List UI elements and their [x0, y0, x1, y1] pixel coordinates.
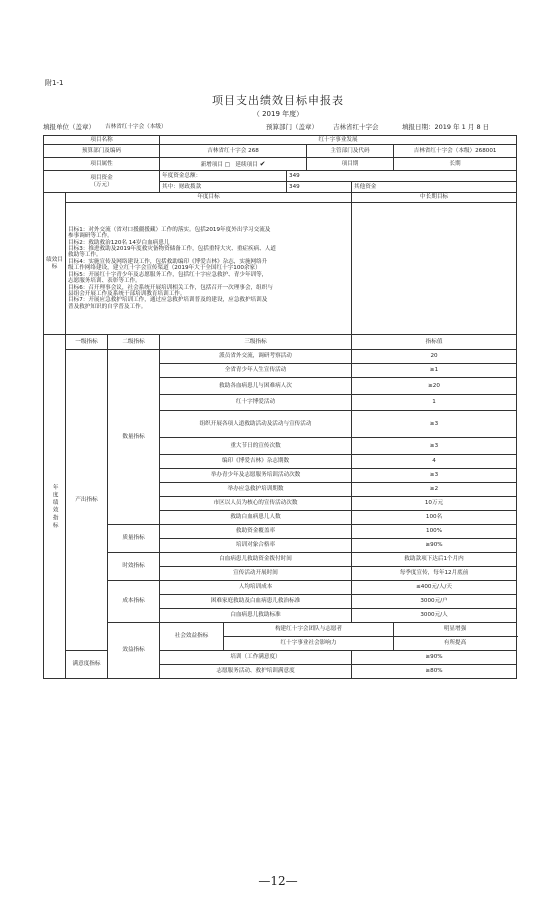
- indicator-value: ≥3: [352, 411, 517, 438]
- period-value: 长期: [394, 158, 517, 171]
- output-indicator-label: 产出指标: [66, 350, 108, 651]
- indicator-value: 明显增强: [394, 623, 517, 637]
- indicator-name: 宣传活动开展时间: [160, 567, 352, 581]
- project-name: 红十字事业发展: [160, 136, 517, 145]
- indicator-value: ≥90%: [352, 539, 517, 553]
- goal-line: 级工作网络建设，建立红十字会宣传渠道（2019年大于全国红十字100余家）: [68, 265, 261, 272]
- indicator-value: ≥2: [352, 483, 517, 497]
- page-number: —12—: [258, 874, 298, 888]
- funds-label: [44, 171, 160, 193]
- goal-line: 目标2：救助救治120名 14岁白血病患儿: [68, 239, 170, 246]
- indicator-name: 救助各血病患儿与困难病人次: [160, 378, 352, 395]
- indicator-name: 人均培训成本: [160, 581, 352, 595]
- unit-label: 填报单位（盖章）: [43, 123, 95, 131]
- indicator-name: 红十字博爱活动: [160, 395, 352, 411]
- dept-label: 预算部门（盖章）: [266, 123, 318, 131]
- check-icon: ✔: [259, 159, 266, 168]
- indicator-value: 100名: [352, 511, 517, 525]
- cost-indicator-label: 成本指标: [108, 581, 160, 623]
- quantity-indicator-label: 数量指标: [108, 350, 160, 525]
- attr-new-label: 新增项目: [200, 161, 223, 168]
- indicator-name: 全省青少年人生宣传活动: [160, 364, 352, 378]
- attr-cont-label: 延续项目: [235, 161, 258, 168]
- indicator-name: 红十字事业社会影响力: [224, 637, 394, 651]
- period-label: 项目期: [307, 158, 394, 171]
- indicator-value: 4: [352, 455, 517, 469]
- indicator-value: 3000元/人: [352, 609, 517, 623]
- indicators-section-label: 年度绩效指标: [44, 335, 66, 679]
- indicator-value: 100%: [352, 525, 517, 539]
- goals-section-label: 绩效目标: [44, 193, 66, 335]
- impl-unit: 吉林省红十字会（本级）268001: [394, 145, 517, 158]
- time-indicator-label: 时效指标: [108, 553, 160, 581]
- mid-goals-header: 中长期目标: [352, 193, 517, 203]
- indicator-name: 构建红十字会团队与志愿者: [224, 623, 394, 637]
- indicator-value: 1: [352, 395, 517, 411]
- effect-indicator-label: 效益指标: [108, 623, 160, 679]
- goal-line: 县组会开展工作及系统干部培训教育培训工作。: [68, 290, 186, 297]
- goal-line: 志愿服务培训、表彰等工作。: [68, 278, 141, 285]
- mid-goals-text: [352, 203, 517, 335]
- social-indicator-label: 社会效益指标: [160, 623, 224, 651]
- indicator-value: ≥3: [352, 438, 517, 455]
- indicator-name: 培训（工作满意度）: [160, 651, 352, 665]
- goal-line: 目标4：实施宣传及网络建设工作，包括救助编印《博爱吉林》杂志，实施网络升: [68, 258, 268, 265]
- annual-goals-text: [66, 203, 352, 335]
- indicator-name: 白血病患儿救助资金拨付时间: [160, 553, 352, 567]
- satisfaction-indicator-label: 满意度指标: [66, 651, 108, 679]
- goal-line: 目标5：开展红十字青少年及志愿服务工作，包括红十字应急救护、青少年训等，: [68, 271, 268, 278]
- funds-total: 349: [287, 171, 517, 182]
- attr-label: 项目属性: [44, 158, 160, 171]
- indicator-name: 培训对象合格率: [160, 539, 352, 553]
- attr-new-checkbox: □: [224, 161, 231, 168]
- indicator-value: 10万元: [352, 497, 517, 511]
- level2-header: 二级指标: [108, 335, 160, 350]
- indicator-name: 举办应急救护培训期数: [160, 483, 352, 497]
- goal-line: 目标6：召开理事会议，社会系统开展培训相关工作，包括召开一次理事会，组织与: [68, 284, 273, 291]
- goal-line: 救助等工作。: [68, 252, 102, 259]
- indicator-name: 困难家庭救助及白血病患儿救治标准: [160, 595, 352, 609]
- indicator-value: 每季度宣传，每年12月底前: [352, 567, 517, 581]
- indicator-value: ≥3: [352, 469, 517, 483]
- indicator-name: 市区以人员为核心的宣传活动次数: [160, 497, 352, 511]
- indicator-value: 20: [352, 350, 517, 364]
- attr-options: [160, 158, 307, 171]
- value-header: 指标值: [352, 335, 517, 350]
- page-title: 项目支出绩效目标申报表: [212, 94, 344, 107]
- indicator-name: 举办青少年及志愿服务培训活动次数: [160, 469, 352, 483]
- indicator-name: 组织开展各项人道救助活动及活动与宣传活动: [160, 411, 352, 438]
- goal-line: 目标1：对外交流（省对口援疆援藏）工作的落实。包括2019年度外出学习交流及: [68, 226, 271, 233]
- report-date: 填报日期：2019 年 1 月 8 日: [402, 123, 490, 131]
- quality-indicator-label: 质量指标: [108, 525, 160, 553]
- indicator-name: 白血病患儿救助标准: [160, 609, 352, 623]
- funds-fiscal: 349: [287, 182, 352, 193]
- indicator-name: 派员省外交流，调研考察活动: [160, 350, 352, 364]
- indicator-value: ≥90%: [352, 651, 517, 665]
- dept-code-label: 预算部门及编码: [44, 145, 160, 158]
- performance-table: [43, 135, 517, 679]
- indicator-name: 救助白血病患儿人数: [160, 511, 352, 525]
- year-label: （ 2019 年度）: [252, 110, 304, 118]
- dept-code: 吉林省红十字会 268: [160, 145, 307, 158]
- goal-line: 参事调研等工作。: [68, 233, 113, 240]
- level3-header: 三级指标: [160, 335, 352, 350]
- goal-line: 目标7：开展应急救护培训工作，通过应急救护培训普及的建设，应急救护培训及: [68, 297, 268, 304]
- project-name-label: 项目名称: [44, 136, 160, 145]
- indicator-value: 3000元/户: [352, 595, 517, 609]
- funds-total-label: 年度资金总额：: [160, 171, 287, 182]
- appendix-label: 附1-1: [45, 79, 64, 87]
- goal-line: 普及救护知识的自学普及工作。: [68, 303, 147, 310]
- funds-fiscal-label: 其中：财政拨款: [160, 182, 287, 193]
- level1-header: 一级指标: [66, 335, 108, 350]
- indicator-value: ≥80%: [352, 665, 517, 679]
- unit-value: 吉林省红十字会（本级）: [105, 124, 167, 130]
- indicator-value: 救助款项下达后1个月内: [352, 553, 517, 567]
- indicator-value: ≥1: [352, 364, 517, 378]
- funds-label-line1: 项目资金: [90, 175, 113, 182]
- indicator-value: ≤400元/人/天: [352, 581, 517, 595]
- funds-other-label: 其他资金: [352, 182, 517, 193]
- dept-value: 吉林省红十字会: [333, 123, 379, 131]
- annual-goals-header: 年度目标: [66, 193, 352, 203]
- indicator-name: 救助资金覆盖率: [160, 525, 352, 539]
- goal-line: 目标3：推进救助及2019年度救灾备物资储备工作，包括重特大灾、重症疾病、人道: [68, 246, 276, 253]
- indicator-value: ≥20: [352, 378, 517, 395]
- indicator-name: 重大节日的宣传次数: [160, 438, 352, 455]
- funds-label-line2: （万元）: [90, 181, 113, 188]
- indicator-value: 有所提高: [394, 637, 517, 651]
- indicator-name: 志愿服务活动、救护培训满意度: [160, 665, 352, 679]
- indicator-name: 编印《博爱吉林》杂志期数: [160, 455, 352, 469]
- impl-unit-label: 主管部门及代码: [307, 145, 394, 158]
